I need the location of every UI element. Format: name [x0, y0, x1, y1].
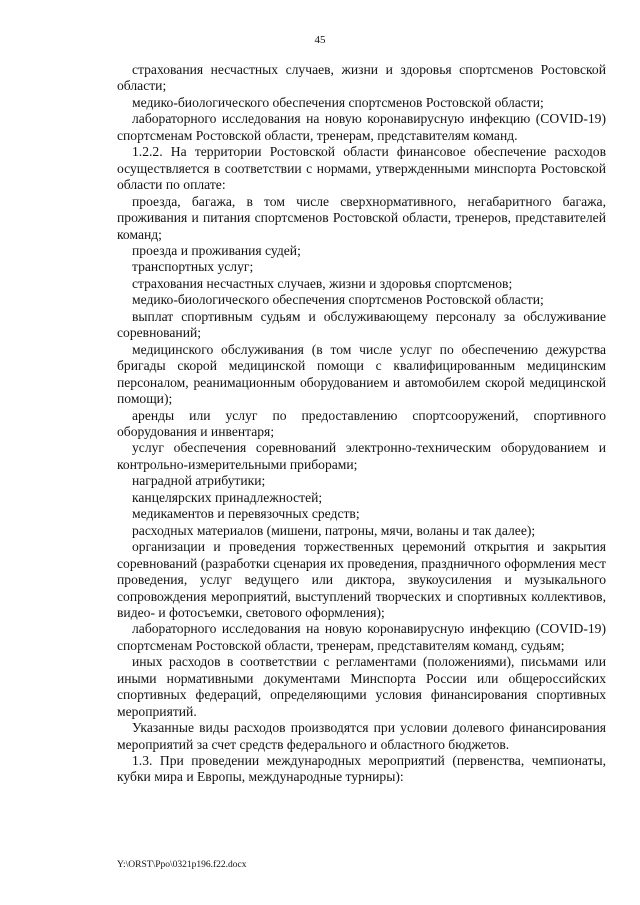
page-number: 45 — [314, 34, 326, 46]
paragraph: расходных материалов (мишени, патроны, мячи, воланы и так далее); — [132, 522, 536, 538]
paragraph: Указанные виды расходов производятся при условии долевого финансирования мероприятий за счет средств федерального и областного бюджетов. — [117, 720, 606, 752]
paragraph: канцелярских принадлежностей; — [132, 489, 323, 505]
paragraph: выплат спортивным судьям и обслуживающему персоналу за обслуживание соревнований; — [117, 308, 606, 341]
paragraph: проезда и проживания судей; — [132, 242, 301, 258]
paragraph: медико-биологического обеспечения спортсменов Ростовской области; — [132, 94, 544, 110]
paragraph: лабораторного исследования на новую коронавирусную инфекцию (COVID-19) спортсменам Ростовской области, тренерам, представителям команд. — [117, 111, 606, 143]
file-path-footer: Y:\ORST\Ppo\0321p196.f22.docx — [117, 860, 247, 870]
paragraph: организации и проведения торжественных церемоний открытия и закрытия соревнований (разработки сценария их проведения, праздничного оформления мест проведения, услуг ведущего или диктора, звукоусиления и музыкального сопровождения мероприятий, выступлений творческих и спортивных коллективов, видео- и фотосъемки, светового оформления); — [117, 539, 606, 620]
paragraph: аренды или услуг по предоставлению спортсооружений, спортивного оборудования и инвентаря; — [117, 407, 606, 439]
paragraph: проезда, багажа, в том числе сверхнормативного, негабаритного багажа, проживания и питания спортсменов Ростовской области, тренеров, представителей команд; — [117, 193, 606, 242]
paragraph: 1.3. При проведении международных мероприятий (первенства, чемпионаты, кубки мира и Европы, международные турниры): — [117, 753, 606, 785]
paragraph: иных расходов в соответствии с регламентами (положениями), письмами или иными нормативными документами Минспорта России или общероссийских спортивных федераций, определяющими условия финансирования спортивных мероприятий. — [117, 654, 606, 719]
paragraph: страхования несчастных случаев, жизни и здоровья спортсменов; — [132, 275, 513, 291]
paragraph: 1.2.2. На территории Ростовской области финансовое обеспечение расходов осуществляется в соответствии с нормами, утвержденными минспорта Ростовской области по оплате: — [117, 144, 606, 193]
paragraph: услуг обеспечения соревнований электронно-техническим оборудованием и контрольно-измерительными приборами; — [117, 440, 606, 472]
paragraph: транспортных услуг; — [132, 259, 254, 275]
paragraph: медицинского обслуживания (в том числе услуг по обеспечению дежурства бригады скорой медицинской помощи с квалифицированным медицинским персоналом, реанимационным оборудованием и автомобилем скорой медицинской помощи); — [117, 341, 606, 407]
paragraph: лабораторного исследования на новую коронавирусную инфекцию (COVID-19) спортсменам Ростовской области, тренерам, представителям команд, судьям; — [117, 621, 606, 653]
paragraph: медико-биологического обеспечения спортсменов Ростовской области; — [132, 292, 544, 308]
paragraph: страхования несчастных случаев, жизни и здоровья спортсменов Ростовской области; — [117, 62, 606, 94]
paragraph: наградной атрибутики; — [132, 473, 266, 489]
document-body — [117, 62, 606, 786]
paragraph: медикаментов и перевязочных средств; — [132, 506, 360, 522]
